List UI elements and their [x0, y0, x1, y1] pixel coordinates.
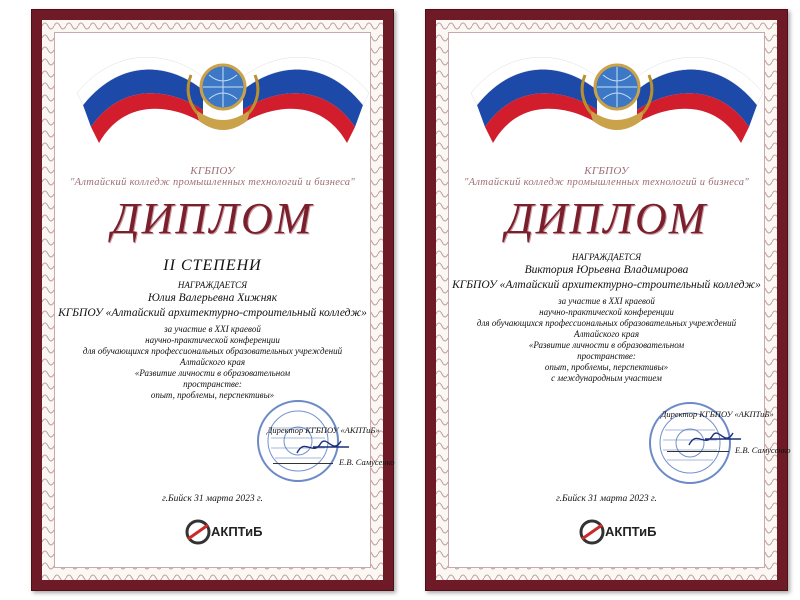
text-line: опыт, проблемы, перспективы» [150, 390, 275, 400]
director-title: Директор КГБПОУ «АКПТиБ» [267, 425, 380, 435]
college-name-line2: "Алтайский колледж промышленных технологий и бизнеса" [69, 177, 356, 188]
text-line: пространстве: [577, 351, 636, 361]
text-line: опыт, проблемы, перспективы» [544, 362, 669, 372]
text-line: за участие в XXI краевой [558, 296, 655, 306]
college-name-line1: КГБПОУ [190, 165, 235, 177]
diploma-body [54, 32, 395, 568]
college-name-line1: КГБПОУ [584, 165, 629, 177]
issue-date: г.Бийск 31 марта 2023 г. [556, 494, 657, 504]
text-line: пространстве: [183, 379, 242, 389]
text-line: «Развитие личности в образовательном [134, 368, 291, 378]
awarded-label: НАГРАЖДАЕТСЯ [571, 252, 642, 262]
text-line: «Развитие личности в образовательном [528, 340, 685, 350]
diploma-left [31, 9, 394, 591]
ornamental-border [436, 20, 791, 580]
director-title: Директор КГБПОУ «АКПТиБ» [661, 409, 774, 419]
text-line: с международным участием [551, 373, 662, 383]
signer-name: Е.В. Самусенко [735, 445, 791, 455]
signer-name: Е.В. Самусенко [339, 457, 395, 467]
diploma-right [425, 9, 791, 591]
text-line: научно-практической конференции [145, 335, 280, 345]
college-logo-text: АКПТиБ [605, 524, 657, 539]
college-name-line2: "Алтайский колледж промышленных технологий и бизнеса" [463, 177, 750, 188]
diploma-title: ДИПЛОМ [111, 194, 314, 243]
russian-flag-ribbon-emblem [457, 35, 777, 147]
diploma-body [448, 32, 791, 568]
text-line: для обучающихся профессиональных образовательных учреждений [476, 318, 737, 328]
text-line: научно-практической конференции [539, 307, 674, 317]
awardee-organization: КГБПОУ «Алтайский архитектурно-строительный колледж» [452, 279, 761, 291]
awardee-name: Юлия Валерьевна Хижняк [147, 292, 278, 304]
awardee-name: Виктория Юрьевна Владимирова [524, 264, 689, 276]
awarded-label: НАГРАЖДАЕТСЯ [177, 280, 248, 290]
diploma-degree: II СТЕПЕНИ [163, 257, 262, 274]
ornamental-border [42, 20, 395, 580]
college-logo-icon [579, 519, 605, 545]
text-line: для обучающихся профессиональных образовательных учреждений [82, 346, 343, 356]
russian-flag-ribbon-emblem [63, 35, 383, 147]
college-logo-icon [185, 519, 211, 545]
awardee-organization: КГБПОУ «Алтайский архитектурно-строительный колледж» [58, 307, 367, 319]
issue-date: г.Бийск 31 марта 2023 г. [162, 494, 263, 504]
text-line: Алтайского края [573, 329, 640, 339]
college-logo-text: АКПТиБ [211, 524, 263, 539]
text-line: Алтайского края [179, 357, 246, 367]
signature-line [667, 451, 729, 452]
diploma-title: ДИПЛОМ [505, 194, 708, 243]
text-line: за участие в XXI краевой [164, 324, 261, 334]
signature-line [273, 463, 333, 464]
